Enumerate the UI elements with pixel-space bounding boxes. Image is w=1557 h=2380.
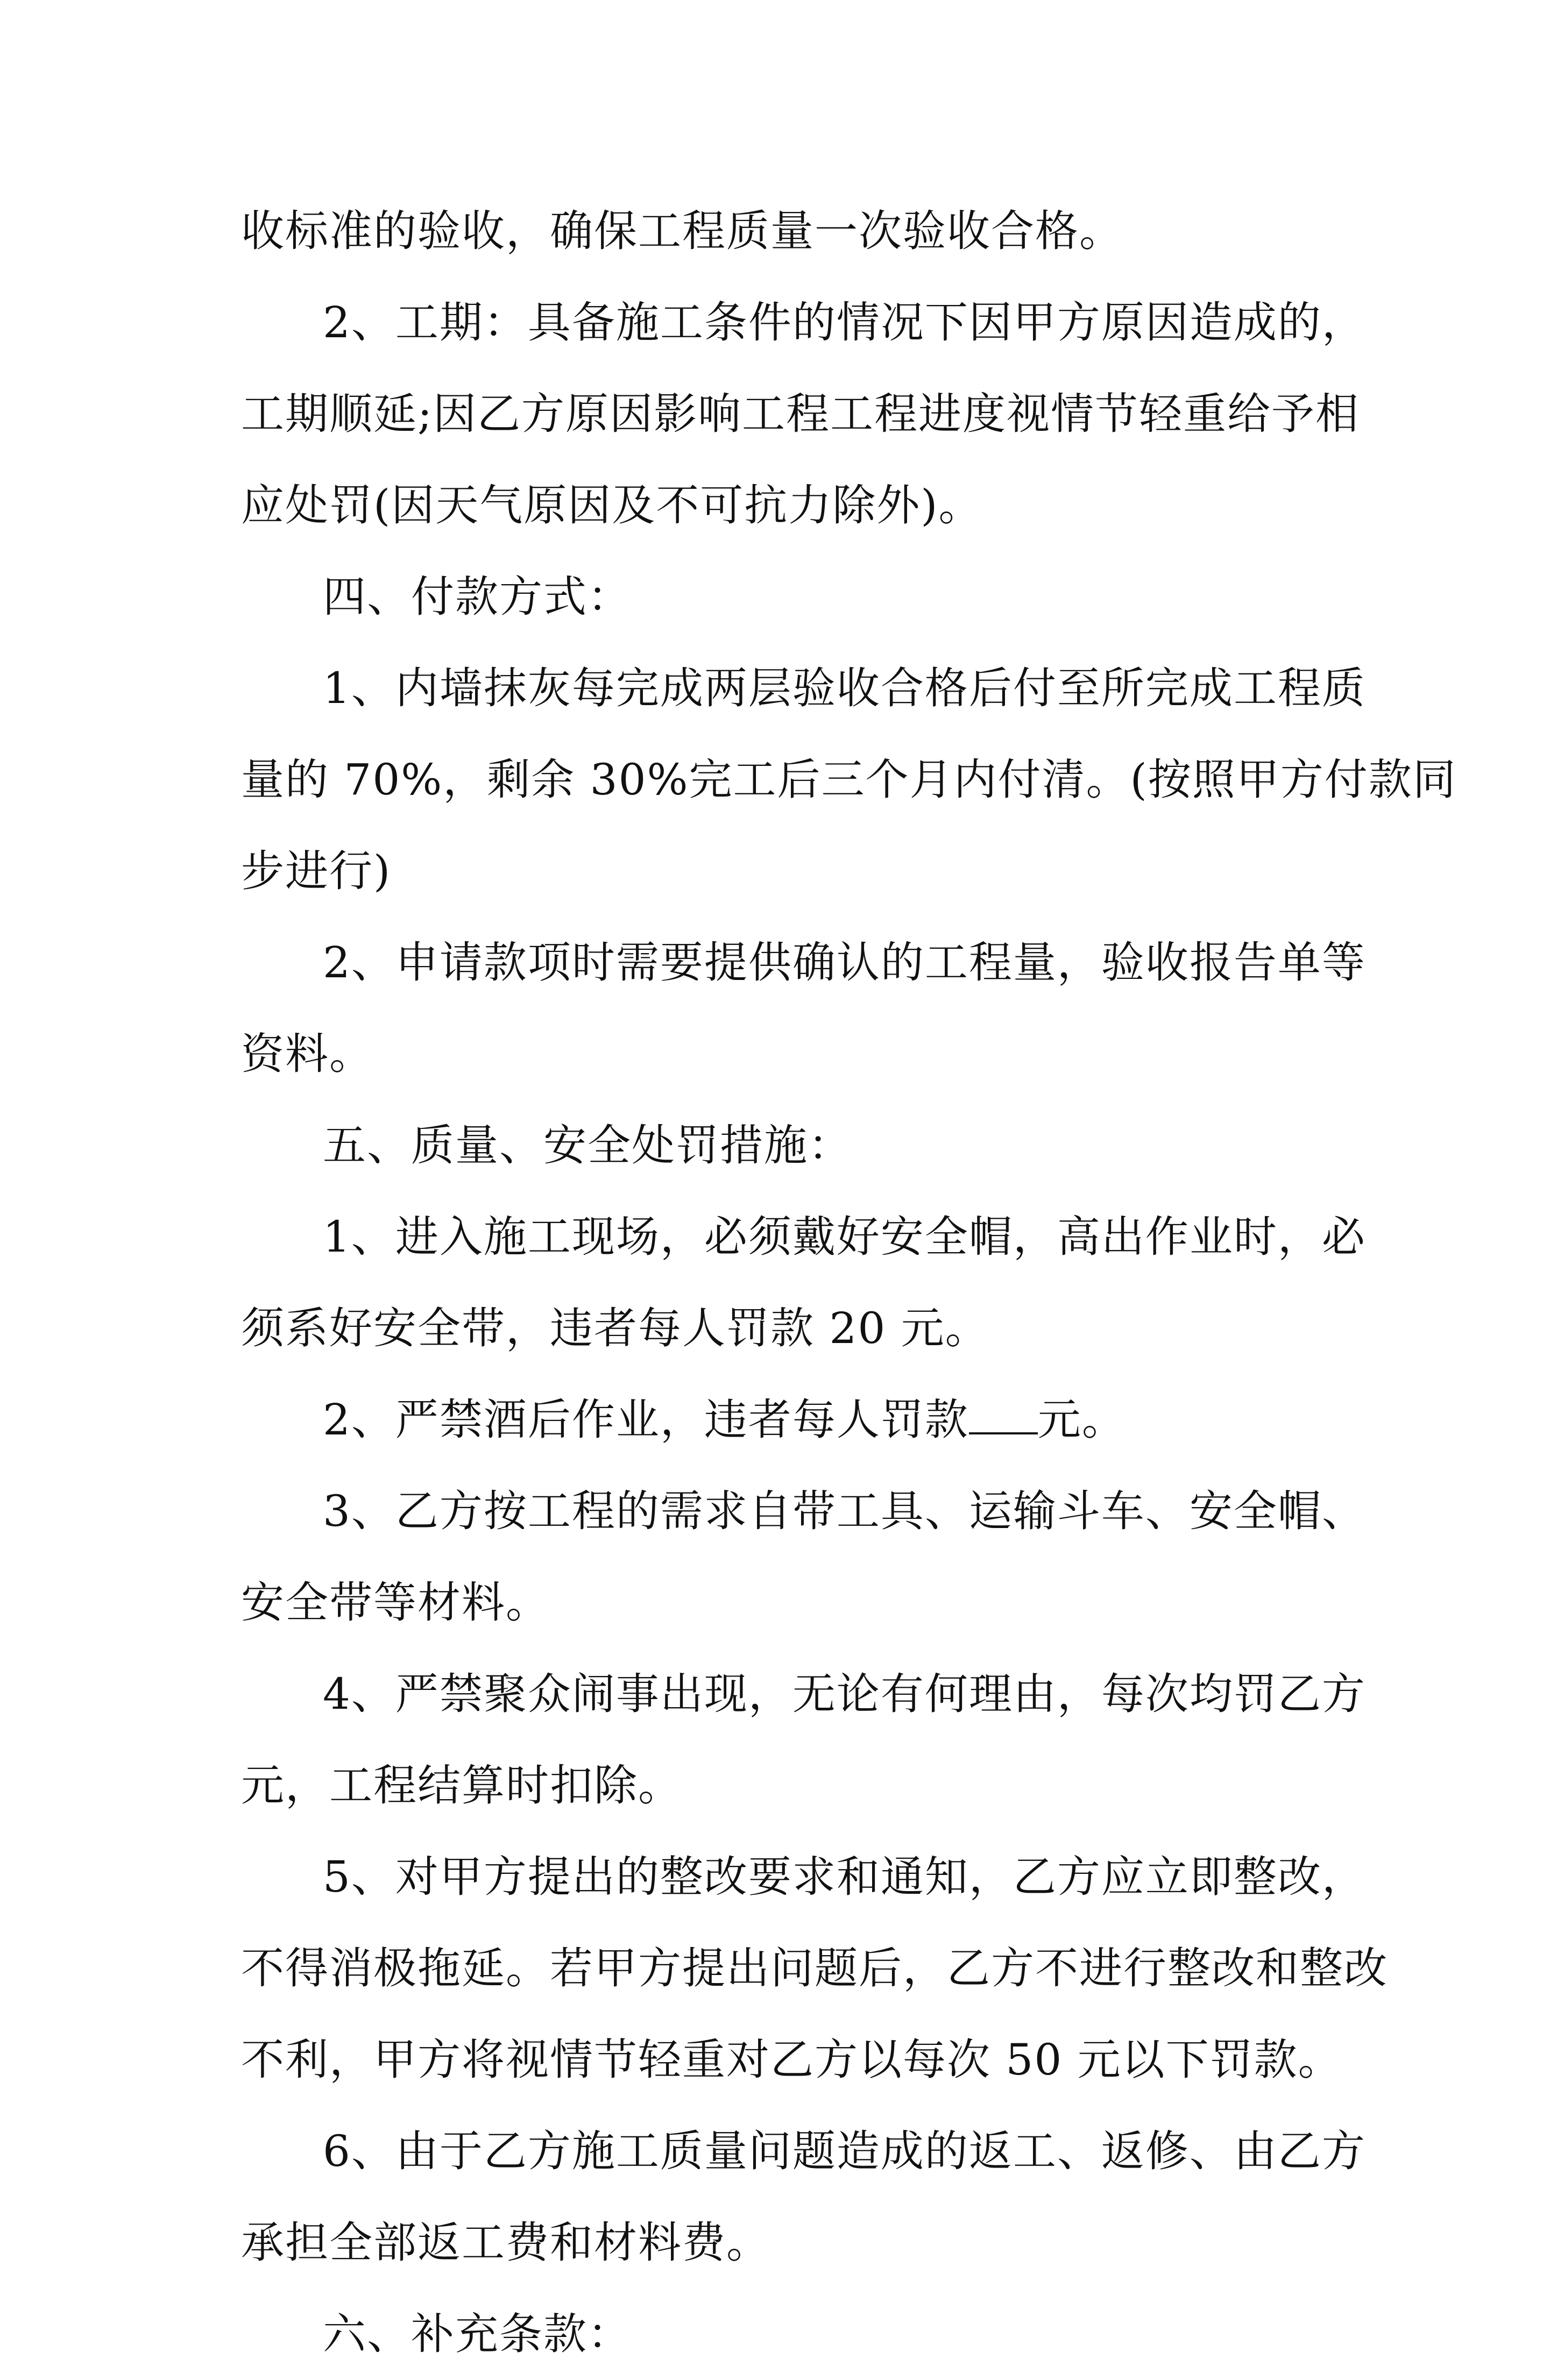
paragraph-line: 承担全部返工费和材料费。 — [241, 2218, 770, 2268]
clause-line — [241, 1374, 1339, 1466]
clause-line: 3、乙方按工程的需求自带工具、运输斗车、安全帽、 — [323, 1486, 1366, 1536]
paragraph-line: 元，工程结算时扣除。 — [241, 1760, 682, 1810]
paragraph-line: 资料。 — [241, 1029, 373, 1079]
clause-line: 4、严禁聚众闹事出现，无论有何理由，每次均罚乙方 — [323, 1669, 1366, 1719]
clause-line: 1、进入施工现场，必须戴好安全帽，高出作业时，必 — [323, 1212, 1366, 1262]
section-heading: 四、付款方式： — [323, 572, 632, 622]
section-heading: 六、补充条款： — [323, 2309, 632, 2359]
document-page — [241, 186, 1457, 2380]
paragraph-line: 工期顺延;因乙方原因影响工程工程进度视情节轻重给予相 — [241, 389, 1360, 439]
clause-text-end: 元。 — [1037, 1395, 1126, 1445]
paragraph-line: 收标准的验收，确保工程质量一次验收合格。 — [241, 206, 1123, 256]
section-heading: 五、质量、安全处罚措施： — [323, 1120, 852, 1170]
clause-line: 5、对甲方提出的整改要求和通知，乙方应立即整改， — [323, 1852, 1366, 1902]
paragraph-line: 步进行) — [241, 846, 392, 896]
clause-line: 1、内墙抹灰每完成两层验收合格后付至所完成工程质 — [323, 663, 1366, 713]
paragraph-line: 须系好安全带，违者每人罚款 20 元。 — [241, 1303, 989, 1353]
clause-line: 6、由于乙方施工质量问题造成的返工、返修、由乙方 — [323, 2126, 1366, 2176]
paragraph-line: 量的 70%，剩余 30%完工后三个月内付清。(按照甲方付款同 — [241, 755, 1457, 805]
paragraph-line: 应处罚(因天气原因及不可抗力除外)。 — [241, 480, 983, 530]
fill-in-blank — [969, 1395, 1038, 1434]
clause-line: 2、申请款项时需要提供确认的工程量，验收报告单等 — [323, 937, 1366, 987]
clause-text: 2、严禁酒后作业，违者每人罚款 — [323, 1395, 969, 1445]
paragraph-line: 安全带等材料。 — [241, 1578, 550, 1628]
paragraph-line: 不得消极拖延。若甲方提出问题后，乙方不进行整改和整改 — [241, 1943, 1388, 1993]
paragraph-line: 不利，甲方将视情节轻重对乙方以每次 50 元以下罚款。 — [241, 2035, 1342, 2085]
clause-line: 2、工期：具备施工条件的情况下因甲方原因造成的， — [323, 297, 1366, 347]
